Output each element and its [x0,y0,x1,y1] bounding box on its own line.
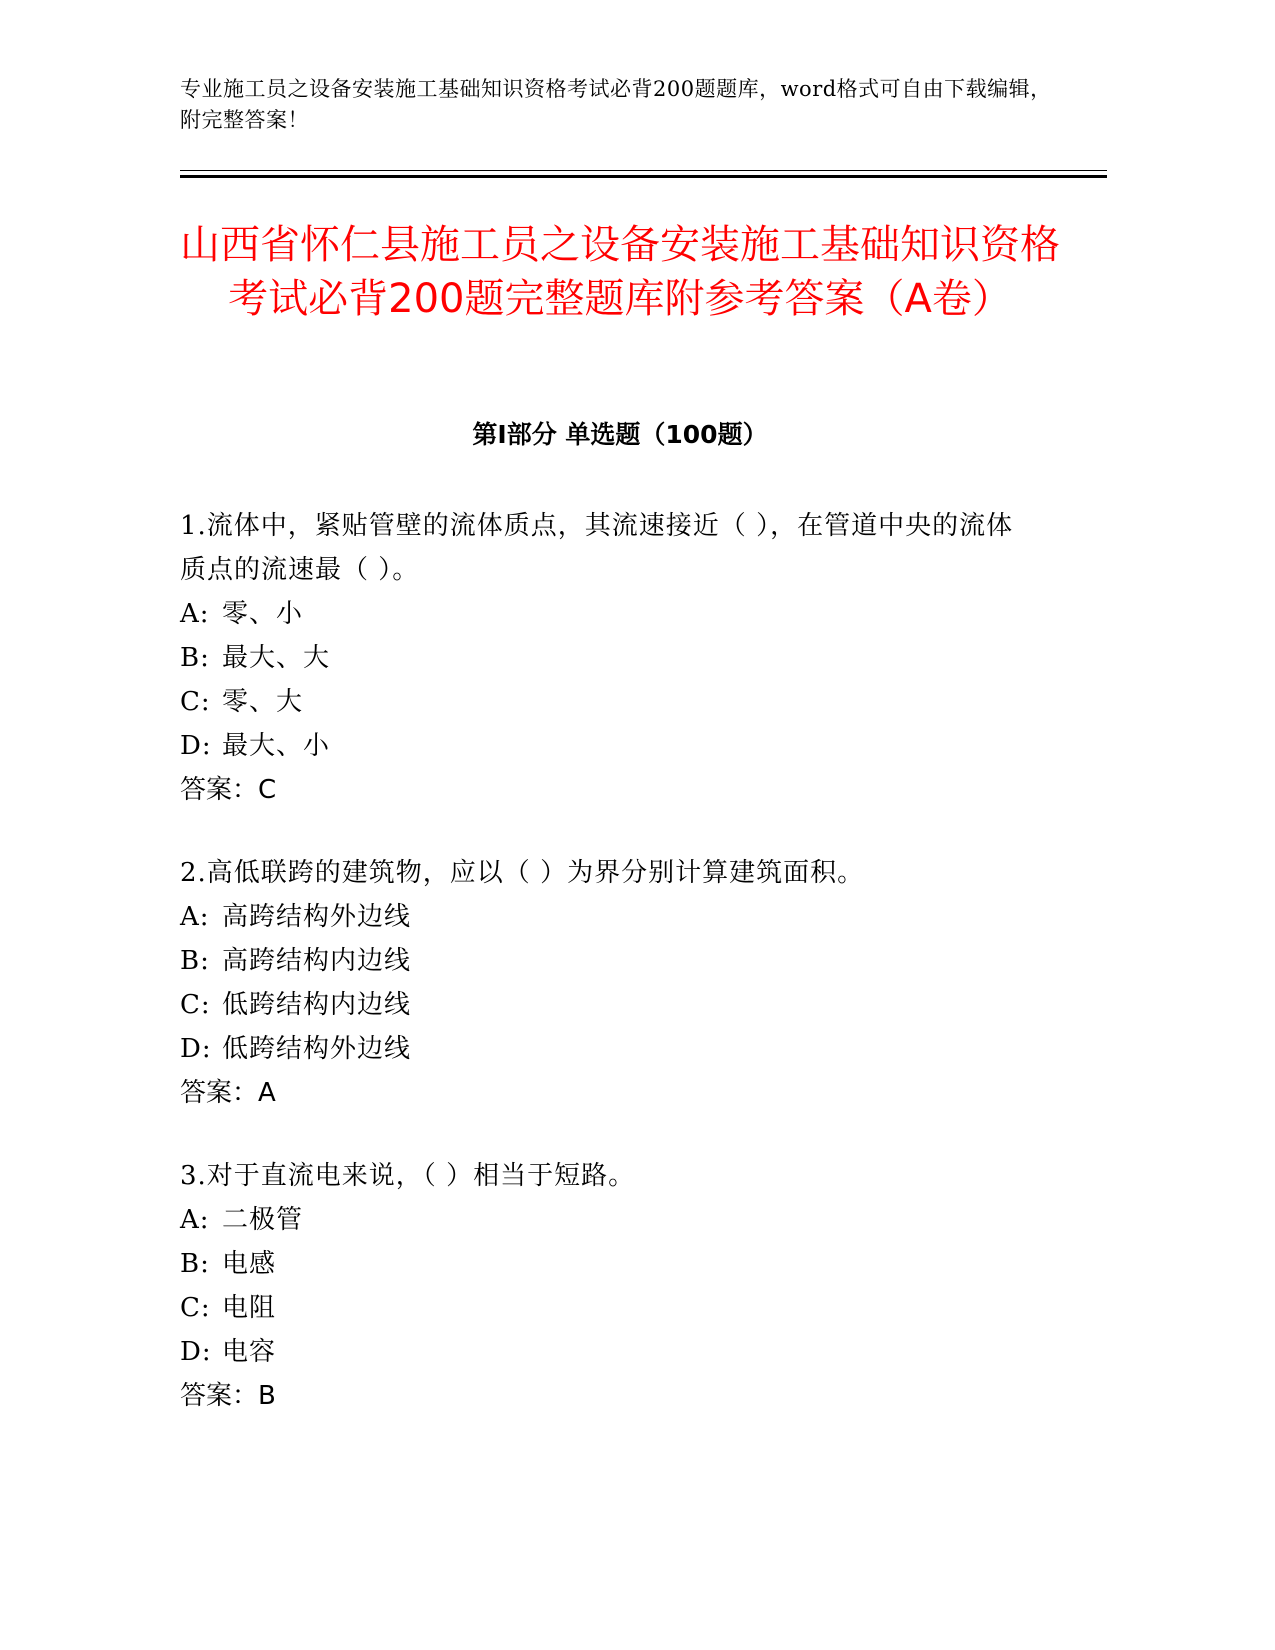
answer: 答案：A [180,1078,276,1108]
option-d [180,724,1040,768]
question-3 [180,1154,1040,1418]
option-letter: B: [180,643,210,673]
option-a [180,895,1040,939]
option-c [180,680,1040,724]
option-text: 低跨结构内边线 [222,990,412,1020]
question-1 [180,504,1040,812]
option-text: 高跨结构内边线 [222,946,412,976]
document-title: 山西省怀仁县施工员之设备安装施工基础知识资格考试必背200题完整题库附参考答案（A卷） [180,222,1060,322]
option-letter: C: [180,990,211,1020]
option-text: 二极管 [222,1205,304,1235]
answer: 答案：C [180,775,277,805]
option-letter: A: [180,1205,210,1235]
header-divider-thin [180,170,1107,171]
option-letter: B: [180,1249,210,1279]
header-divider-thick [180,175,1107,178]
question-stem: 3.对于直流电来说，（ ）相当于短路。 [180,1161,636,1191]
section-title: 第Ⅰ部分 单选题（100题） [472,420,768,449]
option-letter: C: [180,687,211,717]
header-note: 专业施工员之设备安装施工基础知识资格考试必背200题题库，word格式可自由下载编辑，附完整答案！ [180,77,1052,132]
option-text: 最大、大 [222,643,331,673]
option-c [180,983,1040,1027]
option-letter: A: [180,599,210,629]
option-letter: A: [180,902,210,932]
option-letter: B: [180,946,210,976]
option-b [180,1242,1040,1286]
option-text: 低跨结构外边线 [222,1034,412,1064]
option-text: 最大、小 [222,731,331,761]
option-text: 电阻 [222,1293,277,1323]
option-letter: C: [180,1293,211,1323]
question-2 [180,851,1040,1115]
option-a [180,1198,1040,1242]
option-c [180,1286,1040,1330]
answer: 答案：B [180,1381,276,1411]
question-stem: 1.流体中，紧贴管壁的流体质点，其流速接近（ ），在管道中央的流体质点的流速最（ ）。 [180,511,1014,585]
option-b [180,939,1040,983]
option-text: 高跨结构外边线 [222,902,412,932]
option-a [180,592,1040,636]
option-letter: D: [180,1337,212,1367]
question-stem: 2.高低联跨的建筑物，应以（ ）为界分别计算建筑面积。 [180,858,865,888]
option-text: 零、大 [222,687,304,717]
option-letter: D: [180,731,212,761]
option-d [180,1330,1040,1374]
option-text: 零、小 [222,599,304,629]
option-letter: D: [180,1034,212,1064]
option-text: 电容 [222,1337,277,1367]
option-b [180,636,1040,680]
option-d [180,1027,1040,1071]
question-list [180,504,1040,1457]
option-text: 电感 [222,1249,277,1279]
